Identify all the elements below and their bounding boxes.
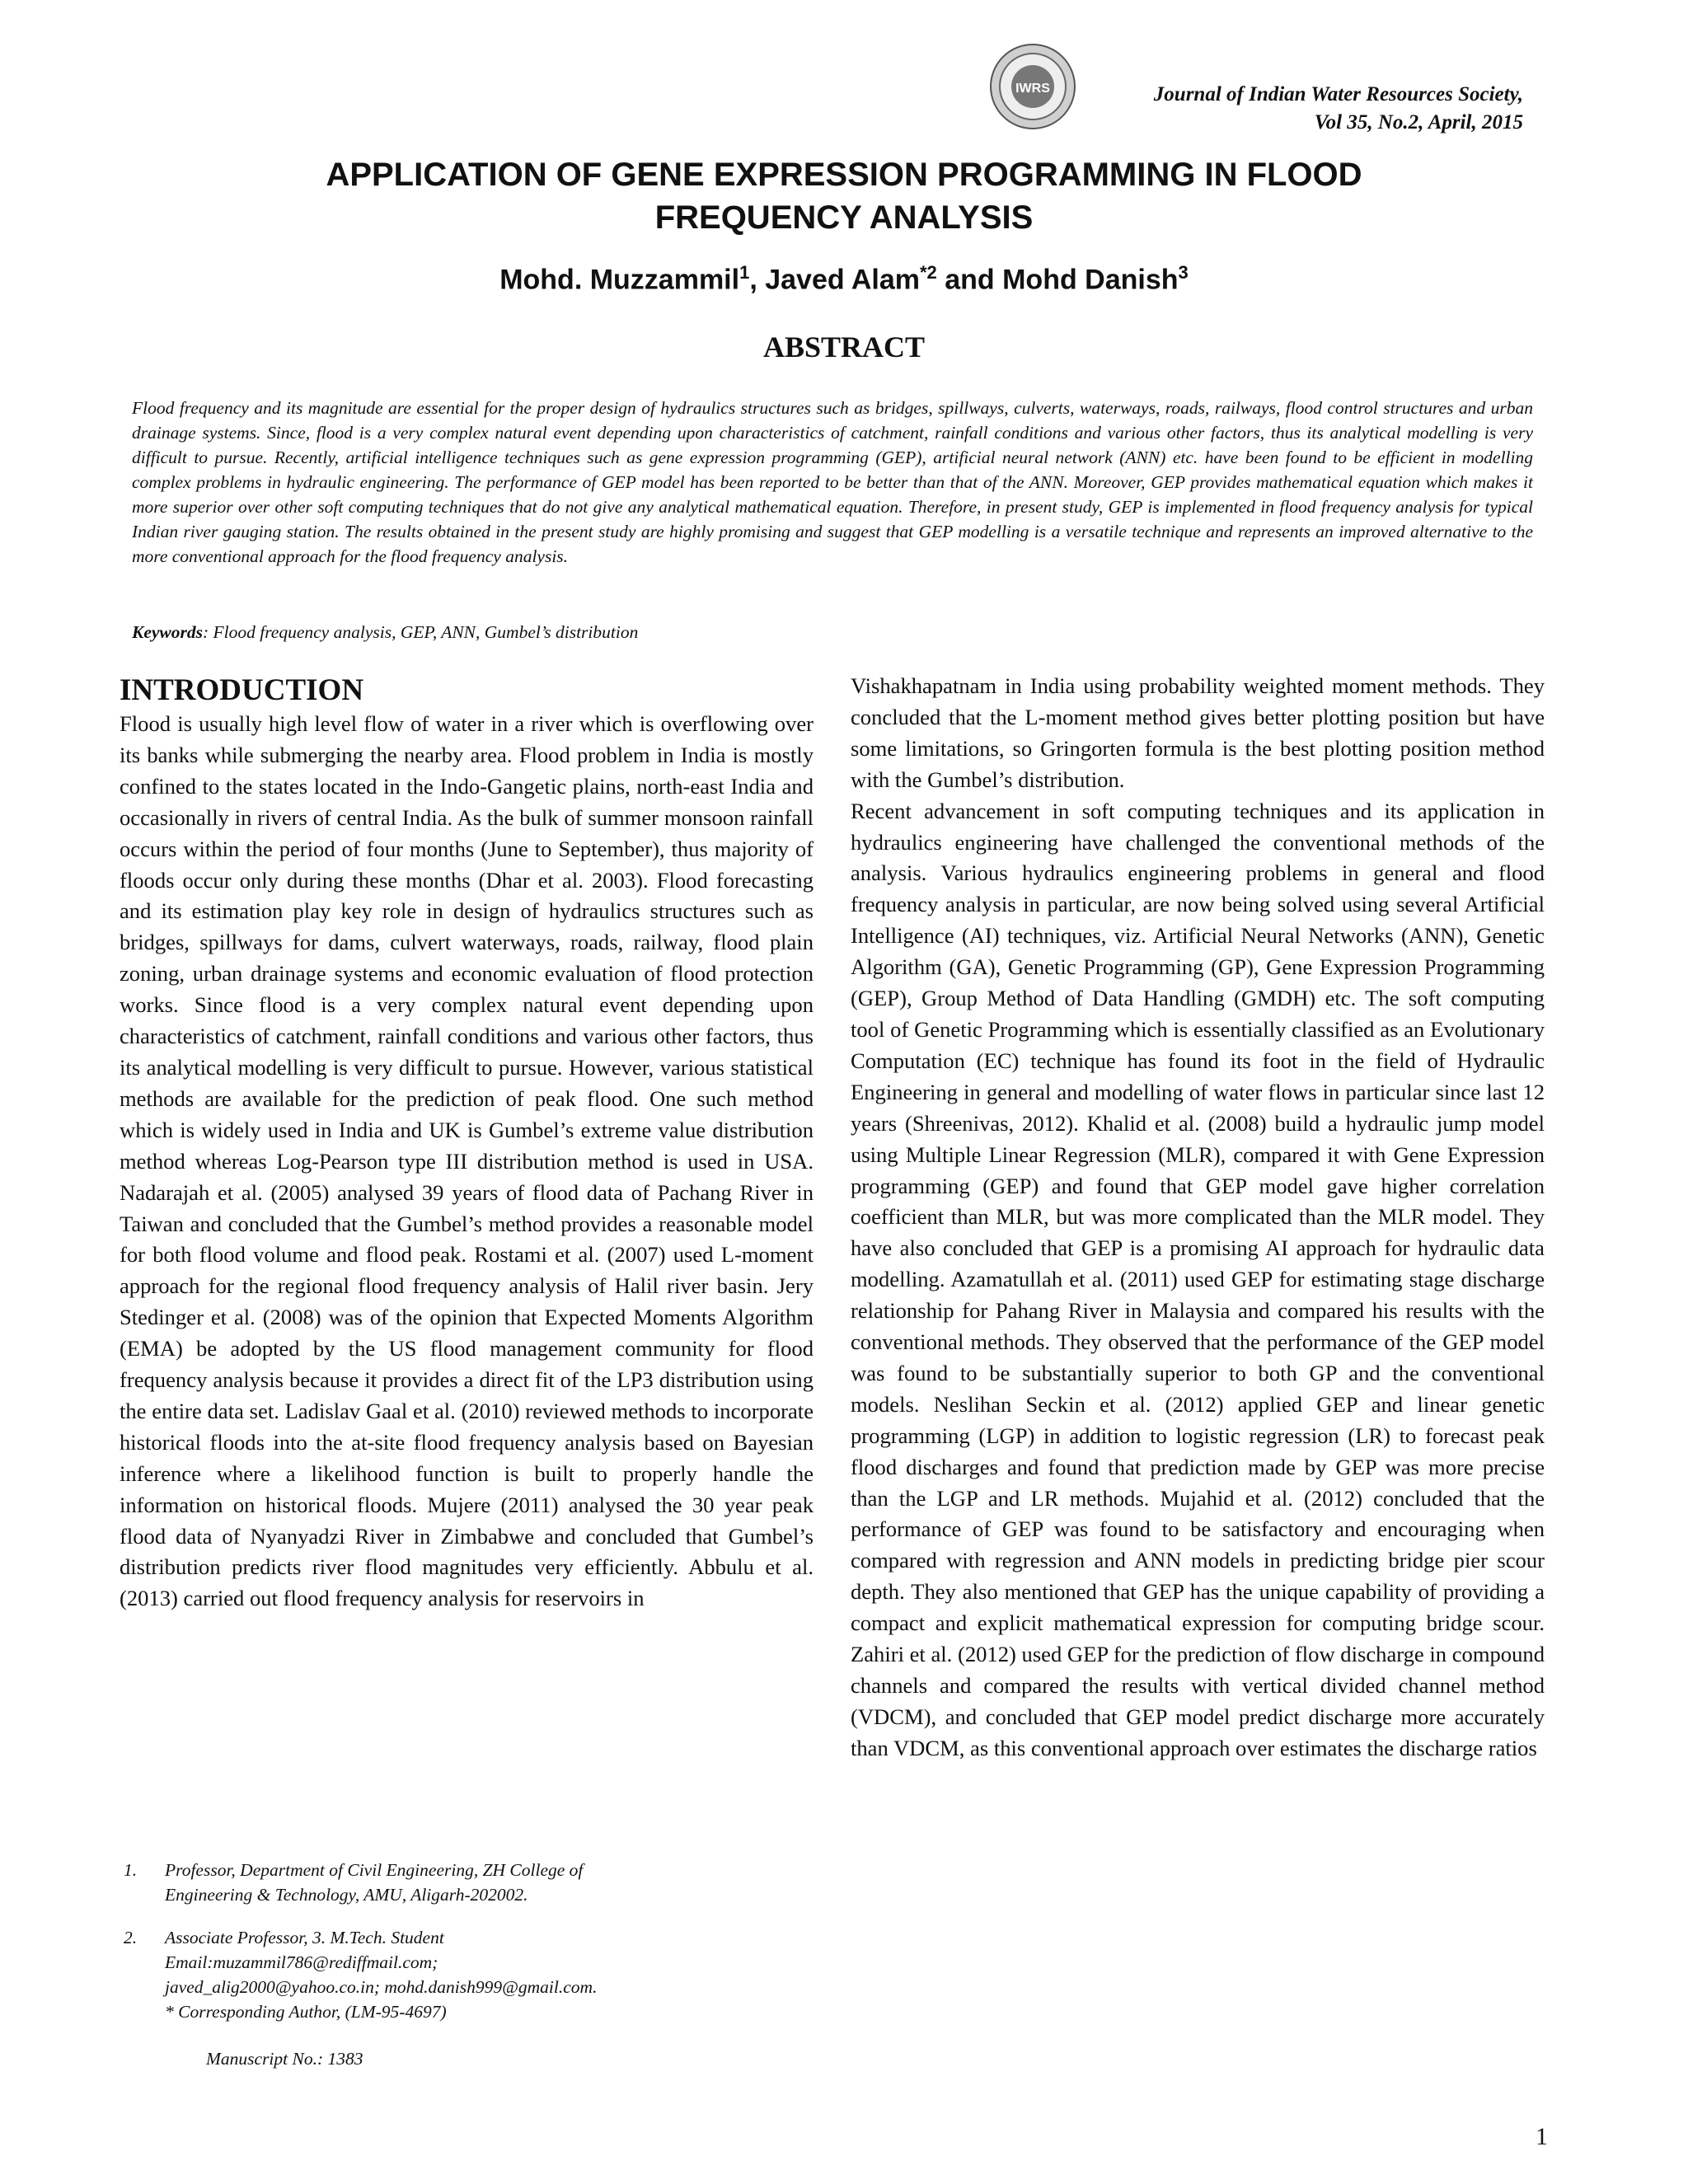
- footnote-line: Email:muzammil786@rediffmail.com;: [165, 1952, 438, 1972]
- body-paragraph: Vishakhapatnam in India using probability weighted moment methods. They concluded that the L-moment method gives better plotting position but have some limitations, so Gringorten formula is the best plotting position method with the Gumbel’s distribution.: [851, 673, 1545, 792]
- journal-volume: Vol 35, No.2, April, 2015: [1314, 111, 1523, 134]
- author-separator: ,: [749, 264, 766, 296]
- author-list: [0, 262, 1688, 296]
- author-name: Javed Alam: [765, 264, 920, 296]
- author-name: Mohd Danish: [1002, 264, 1179, 296]
- author-separator: and: [936, 264, 1003, 296]
- keywords: [132, 622, 638, 643]
- keywords-label: Keywords: [132, 622, 203, 642]
- abstract-text: Flood frequency and its magnitude are essential for the proper design of hydraulics structures such as bridges, spillways, culverts, waterways, roads, railways, flood control structures and urban drainage systems. Since, flood is a very complex natural event depending upon characteristics of catchment, rainfall conditions and various other factors, thus its analytical modelling is very difficult to pursue. Recently, artificial intelligence techniques such as gene expression programming (GEP), artificial neural network (ANN) etc. have been found to be efficient in modelling complex problems in hydraulic engineering. The performance of GEP model has been reported to be better than that of the ANN. Moreover, GEP provides mathematical equation which makes it more superior over other soft computing techniques that do not give any analytical mathematical equation. Therefore, in present study, GEP is implemented in flood frequency analysis for typical Indian river gauging station. The results obtained in the present study are highly promising and suggest that GEP modelling is a versatile technique and represents an improved alternative to the more conventional approach for the flood frequency analysis.: [132, 398, 1533, 566]
- footnote-line: javed_alig2000@yahoo.co.in; mohd.danish999@gmail.com.: [165, 1977, 598, 1997]
- left-column: [120, 674, 814, 1615]
- footnote-line: Associate Professor, 3. M.Tech. Student: [165, 1928, 444, 1947]
- title-line-1: APPLICATION OF GENE EXPRESSION PROGRAMMING IN FLOOD: [326, 157, 1362, 193]
- author-name: Mohd. Muzzammil: [499, 264, 740, 296]
- footnote: [124, 1858, 816, 1907]
- author-affiliation-mark: *2: [919, 262, 937, 283]
- manuscript-number: Manuscript No.: 1383: [206, 2049, 363, 2069]
- journal-name: Journal of Indian Water Resources Society,: [1153, 83, 1523, 105]
- page-number: 1: [1536, 2123, 1548, 2150]
- title-line-2: FREQUENCY ANALYSIS: [654, 199, 1034, 236]
- footnotes: [124, 1858, 816, 2042]
- introduction-paragraph: Flood is usually high level flow of water in a river which is overflowing over its banks while submerging the nearby area. Flood problem in India is mostly confined to the states located in the Indo-Gangetic plains, north-east India and occasionally in rivers of central India. As the bulk of summer monsoon rainfall occurs within the period of four months (June to September), thus majority of floods occur only during these months (Dhar et al. 2003). Flood forecasting and its estimation play key role in design of hydraulics structures such as bridges, spillways for dams, culvert waterways, roads, railway, flood plain zoning, urban drainage systems and economic evaluation of flood protection works. Since flood is a very complex natural event depending upon characteristics of catchment, rainfall conditions and various other factors, thus its analytical modelling is very difficult to pursue. However, various statistical methods are available for the prediction of peak flood. One such method which is widely used in India and UK is Gumbel’s extreme value distribution method whereas Log-Pearson type III distribution method is used in USA. Nadarajah et al. (2005) analysed 39 years of flood data of Pachang River in Taiwan and concluded that the Gumbel’s method provides a reasonable model for both flood volume and flood peak. Rostami et al. (2007) used L-moment approach for the regional flood frequency analysis of Halil river basin. Jery Stedinger et al. (2008) was of the opinion that Expected Moments Algorithm (EMA) be adopted by the US flood management community for flood frequency analysis because it provides a direct fit of the LP3 distribution using the entire data set. Ladislav Gaal et al. (2010) reviewed methods to incorporate historical floods into the at-site flood frequency analysis based on Bayesian inference where a likelihood function is built to properly handle the information on historical floods. Mujere (2011) analysed the 30 year peak flood data of Nyanyadzi River in Zimbabwe and concluded that Gumbel’s distribution predicts river flood magnitudes very efficiently. Abbulu et al. (2013) carried out flood frequency analysis for reservoirs in: [120, 711, 814, 1611]
- body-paragraph: Recent advancement in soft computing techniques and its application in hydraulics engineering have challenged the conventional methods of the analysis. Various hydraulics engineering problems in general and flood frequency analysis in particular, are now being solved using several Artificial Intelligence (AI) techniques, viz. Artificial Neural Networks (ANN), Genetic Algorithm (GA), Genetic Programming (GP), Gene Expression Programming (GEP), Group Method of Data Handling (GMDH) etc. The soft computing tool of Genetic Programming which is essentially classified as an Evolutionary Computation (EC) technique has found its foot in the field of Hydraulic Engineering in general and modelling of water flows in particular since last 12 years (Shreenivas, 2012). Khalid et al. (2008) build a hydraulic jump model using Multiple Linear Regression (MLR), compared it with Gene Expression programming (GEP) and found that GEP model gave higher correlation coefficient than MLR, but was more complicated than the MLR model. They have also concluded that GEP is a promising AI approach for hydraulic data modelling. Azamatullah et al. (2011) used GEP for estimating stage discharge relationship for Pahang River in Malaysia and compared his results with the conventional methods. They observed that the performance of the GEP model was found to be substantially superior to both GP and the conventional models. Neslihan Seckin et al. (2012) applied GEP and linear genetic programming (LGP) in addition to logistic regression (LR) to forecast peak flood discharges and found that prediction made by GEP was more precise than the LGP and LR methods. Mujahid et al. (2012) concluded that the performance of GEP was found to be satisfactory and encouraging when compared with regression and ANN models in predicting bridge pier scour depth. They also mentioned that GEP has the unique capability of providing a compact and explicit mathematical expression for computing bridge scour. Zahiri et al. (2012) used GEP for the prediction of flow discharge in compound channels and compared the results with vertical divided channel method (VDCM), and concluded that GEP model predict discharge more accurately than VDCM, as this conventional approach over estimates the discharge ratios: [851, 798, 1545, 1760]
- footnote-line: Engineering & Technology, AMU, Aligarh-202002.: [165, 1885, 528, 1905]
- footnote-number: 2.: [124, 1928, 138, 1947]
- author-affiliation-mark: 3: [1178, 262, 1189, 283]
- footnote-line: * Corresponding Author, (LM-95-4697): [165, 2002, 447, 2022]
- introduction-heading: INTRODUCTION: [120, 673, 364, 707]
- logo-text: IWRS: [1015, 82, 1050, 96]
- journal-reference: [1154, 81, 1523, 137]
- keywords-text: : Flood frequency analysis, GEP, ANN, Gumbel’s distribution: [203, 622, 639, 642]
- right-column: [851, 671, 1545, 1765]
- author-affiliation-mark: 1: [739, 262, 750, 283]
- paper-title: [124, 153, 1564, 239]
- footnote-number: 1.: [124, 1860, 138, 1880]
- abstract-heading: ABSTRACT: [762, 330, 926, 363]
- journal-logo: [989, 43, 1076, 130]
- footnote-line: Professor, Department of Civil Engineering, ZH College of: [165, 1860, 584, 1880]
- footnote: [124, 1925, 816, 2024]
